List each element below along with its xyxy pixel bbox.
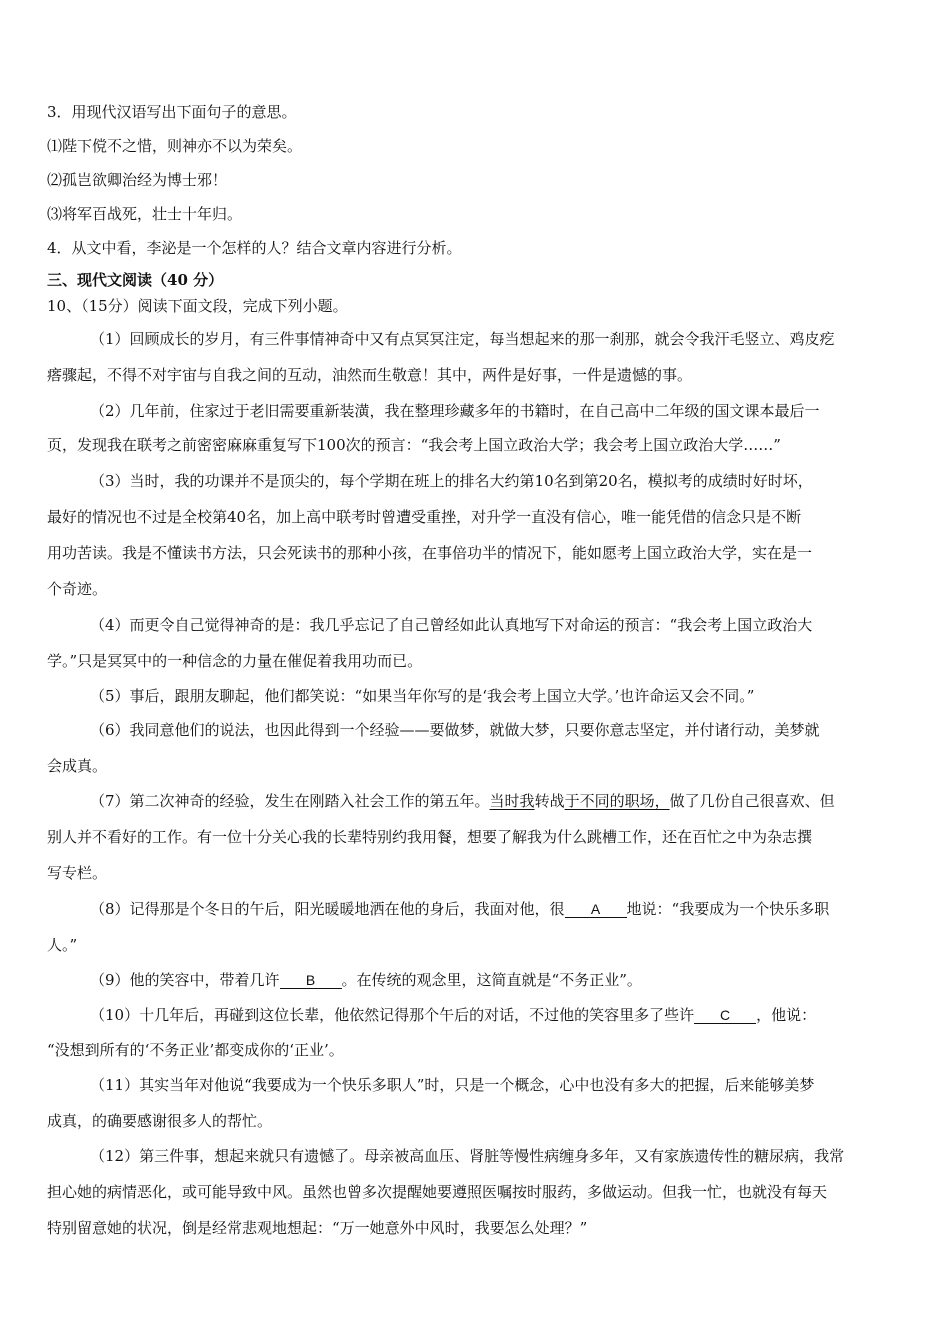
p8-line-1 bbox=[90, 899, 829, 919]
p11-line-2: 成真，的确要感谢很多人的帮忙。 bbox=[47, 1112, 273, 1130]
p8-text-a: （8）记得那是个冬日的午后，阳光暖暖地洒在他的身后，我面对他，很 bbox=[90, 900, 565, 918]
p7-underline-2: 于不同的职场， bbox=[564, 792, 670, 810]
p6-line-1: （6）我同意他们的说法，也因此得到一个经验——要做梦，就做大梦，只要你意志坚定，并付诸行动，美梦就 bbox=[90, 721, 820, 739]
p8-line-2: 人。” bbox=[47, 936, 78, 954]
p10-line-2: “没想到所有的‘不务正业’都变成你的‘正业’。 bbox=[47, 1041, 344, 1059]
blank-c: C bbox=[694, 1007, 756, 1024]
q3-item-2: ⑵孤岂欲卿治经为博士邪！ bbox=[47, 171, 228, 189]
p10-text-a: （10）十几年后，再碰到这位长辈，他依然记得那个午后的对话，不过他的笑容里多了些许 bbox=[90, 1006, 695, 1024]
blank-a: A bbox=[565, 901, 627, 918]
p3-line-3: 用功苦读。我是不懂读书方法，只会死读书的那种小孩，在事倍功半的情况下，能如愿考上国立政治大学，实在是一 bbox=[47, 544, 813, 562]
q3-item-1: ⑴陛下傥不之惜，则神亦不以为荣矣。 bbox=[47, 137, 303, 155]
p1-line-2: 瘩骤起，不得不对宇宙与自我之间的互动，油然而生敬意！其中，两件是好事，一件是遗憾的事。 bbox=[47, 366, 693, 384]
p10-line-1 bbox=[90, 1005, 816, 1025]
p7-text-b: 转战 bbox=[534, 792, 565, 810]
p4-line-2: 学。”只是冥冥中的一种信念的力量在催促着我用功而已。 bbox=[47, 652, 423, 670]
p10-text-b: ，他说： bbox=[756, 1006, 817, 1024]
q3-item-3: ⑶将军百战死，壮士十年归。 bbox=[47, 205, 243, 223]
p6-line-2: 会成真。 bbox=[47, 757, 108, 775]
p4-line-1: （4）而更令自己觉得神奇的是：我几乎忘记了自己曾经如此认真地写下对命运的预言：“我会考上国立政治大 bbox=[90, 616, 813, 634]
p7-underline-1: 当时我 bbox=[489, 792, 535, 810]
p7-text-a: （7）第二次神奇的经验，发生在刚踏入社会工作的第五年。 bbox=[90, 792, 490, 810]
p9-text-b: 。在传统的观念里，这简直就是“不务正业”。 bbox=[341, 971, 642, 989]
p2-line-1: （2）几年前，住家过于老旧需要重新装潢，我在整理珍藏多年的书籍时，在自己高中二年级的国文课本最后一 bbox=[90, 402, 820, 420]
p3-line-4: 个奇迹。 bbox=[47, 580, 108, 598]
p2-line-2: 页，发现我在联考之前密密麻麻重复写下100次的预言：“我会考上国立政治大学；我会考上国立政治大学……” bbox=[47, 436, 781, 454]
p3-line-1: （3）当时，我的功课并不是顶尖的，每个学期在班上的排名大约第10名到第20名，模拟考的成绩时好时坏， bbox=[90, 472, 813, 490]
p9-line-1 bbox=[90, 970, 642, 990]
section-heading: 三、现代文阅读（40 分） bbox=[47, 271, 224, 289]
p12-line-1: （12）第三件事，想起来就只有遗憾了。母亲被高血压、肾脏等慢性病缠身多年，又有家族遗传性的糖尿病，我常 bbox=[90, 1147, 845, 1165]
blank-b: B bbox=[280, 972, 342, 989]
p3-line-2: 最好的情况也不过是全校第40名，加上高中联考时曾遭受重挫，对升学一直没有信心，唯一能凭借的信念只是不断 bbox=[47, 508, 802, 526]
p12-line-2: 担心她的病情恶化，或可能导致中风。虽然也曾多次提醒她要遵照医嘱按时服药，多做运动。但我一忙，也就没有每天 bbox=[47, 1183, 828, 1201]
p11-line-1: （11）其实当年对他说“我要成为一个快乐多职人”时，只是一个概念，心中也没有多大的把握，后来能够美梦 bbox=[90, 1076, 815, 1094]
q4-question: 4．从文中看，李泌是一个怎样的人？结合文章内容进行分析。 bbox=[47, 239, 462, 257]
p7-line-3: 写专栏。 bbox=[47, 864, 108, 882]
p5-line-1: （5）事后，跟朋友聊起，他们都笑说：“如果当年你写的是‘我会考上国立大学。’也许命运又会不同。” bbox=[90, 687, 755, 705]
p7-line-1 bbox=[90, 791, 835, 811]
p12-line-3: 特别留意她的状况，倒是经常悲观地想起：“万一她意外中风时，我要怎么处理？” bbox=[47, 1219, 588, 1237]
q3-title: 3．用现代汉语写出下面句子的意思。 bbox=[47, 103, 297, 121]
p1-line-1: （1）回顾成长的岁月，有三件事情神奇中又有点冥冥注定，每当想起来的那一刹那，就会令我汗毛竖立、鸡皮疙 bbox=[90, 330, 835, 348]
q10-intro: 10、（15分）阅读下面文段，完成下列小题。 bbox=[47, 297, 348, 315]
p7-text-c: 做了几份自己很喜欢、但 bbox=[669, 792, 835, 810]
p7-line-2: 别人并不看好的工作。有一位十分关心我的长辈特别约我用餐，想要了解我为什么跳槽工作，还在百忙之中为杂志撰 bbox=[47, 828, 813, 846]
p9-text-a: （9）他的笑容中，带着几许 bbox=[90, 971, 280, 989]
p8-text-b: 地说：“我要成为一个快乐多职 bbox=[626, 900, 830, 918]
